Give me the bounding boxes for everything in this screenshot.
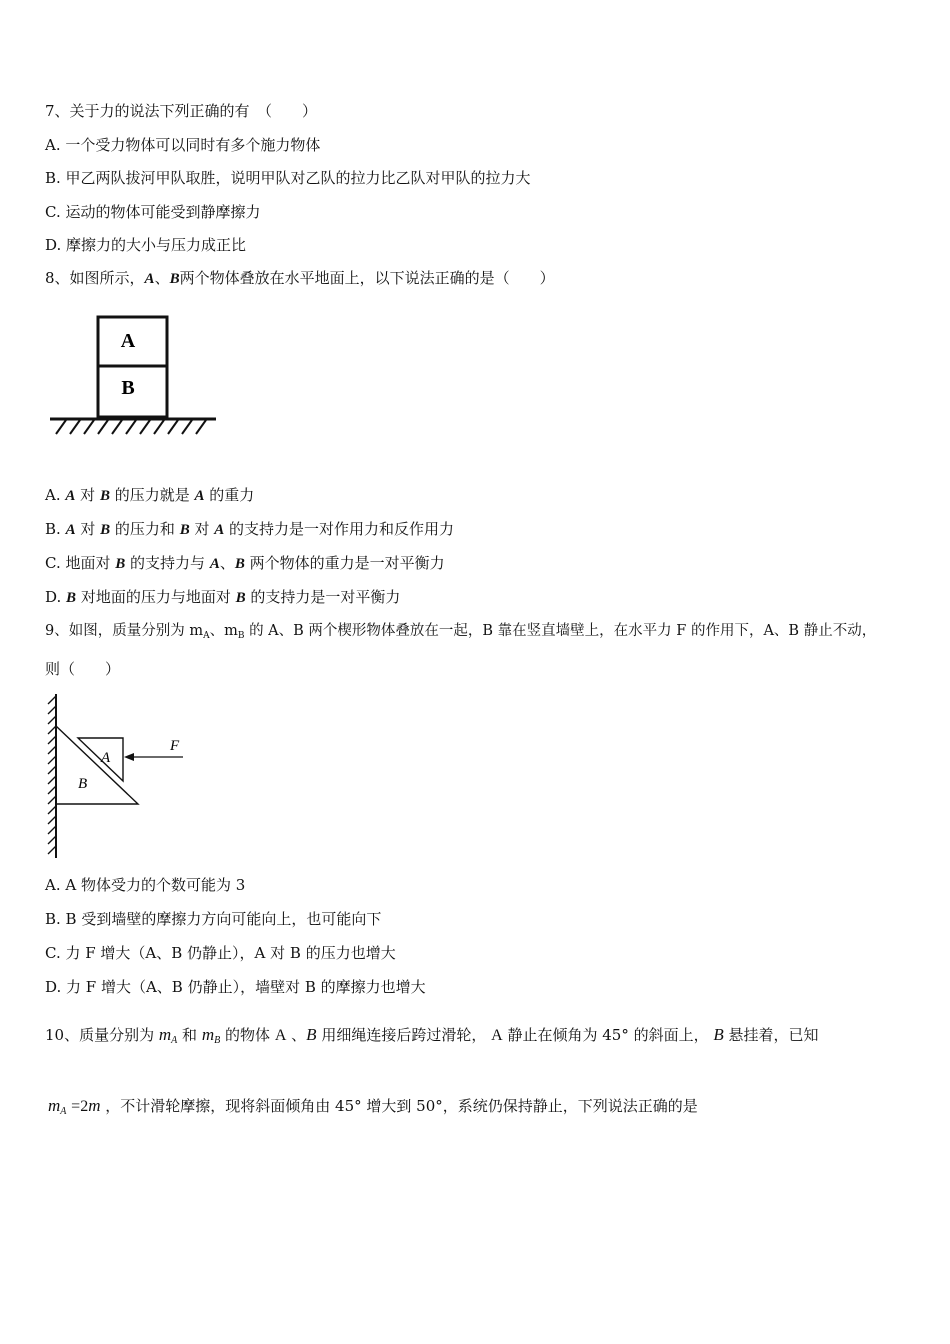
q8-option-d: D. B 对地面的压力与地面对 B 的支持力是一对平衡力 [45,588,401,606]
q7-stem: 7、关于力的说法下列正确的有 （ ） [45,102,318,120]
q7-option-b: B. 甲乙两队拔河甲队取胜，说明甲队对乙队的拉力比乙队对甲队的拉力大 [45,169,531,187]
q7-option-a: A. 一个受力物体可以同时有多个施力物体 [45,136,321,154]
q9-wedge-figure [40,690,195,862]
block-b-label: B [121,377,135,399]
q9-option-d: D. 力 F 增大（A、B 仍静止），墙壁对 B 的摩擦力也增大 [45,978,426,996]
q9-option-c: C. 力 F 增大（A、B 仍静止），A 对 B 的压力也增大 [45,944,396,962]
q9-stem-cont: 则（ ） [45,660,121,678]
q8-option-a: A. A 对 B 的压力就是 A 的重力 [45,486,255,504]
q8-option-c: C. 地面对 B 的支持力与 A、B 两个物体的重力是一对平衡力 [45,554,445,572]
q8-stem: 8、如图所示，A、B两个物体叠放在水平地面上，以下说法正确的是（ ） [45,269,555,287]
q10-stem-cont: $m_A =2m$ ，不计滑轮摩擦，现将斜面倾角由 45° 增大到 50°，系统仍保持静止，下列说法正确的是 [48,1096,698,1117]
wall-hatching [48,696,56,854]
q8-stacked-blocks-figure [48,312,220,438]
q10-stem: 10、质量分别为 $m_A$ 和 $m_B$ 的物体 A 、B 用细绳连接后跨过滑轮， A 静止在倾角为 45° 的斜面上， B 悬挂着，已知 [45,1025,819,1046]
ground-hatching [56,420,206,434]
q9-stem: 9、如图，质量分别为 $m_A$、$m_B$ 的 A、B 两个楔形物体叠放在一起，B 靠在竖直墙壁上，在水平力 F 的作用下，A、B 静止不动， [45,623,877,641]
q9-option-a: A. A 物体受力的个数可能为 3 [45,876,246,894]
q9-option-b: B. B 受到墙壁的摩擦力方向可能向上，也可能向下 [45,910,382,928]
q8-option-b: B. A 对 B 的压力和 B 对 A 的支持力是一对作用力和反作用力 [45,520,455,538]
force-f-arrowhead [124,753,134,761]
block-a-label: A [120,330,136,352]
wedge-b-label: B [78,776,88,792]
wedge-a-label: A [101,750,111,766]
q7-option-d: D. 摩擦力的大小与压力成正比 [45,236,247,254]
force-f-label: F [170,738,180,754]
q7-option-c: C. 运动的物体可能受到静摩擦力 [45,203,261,221]
